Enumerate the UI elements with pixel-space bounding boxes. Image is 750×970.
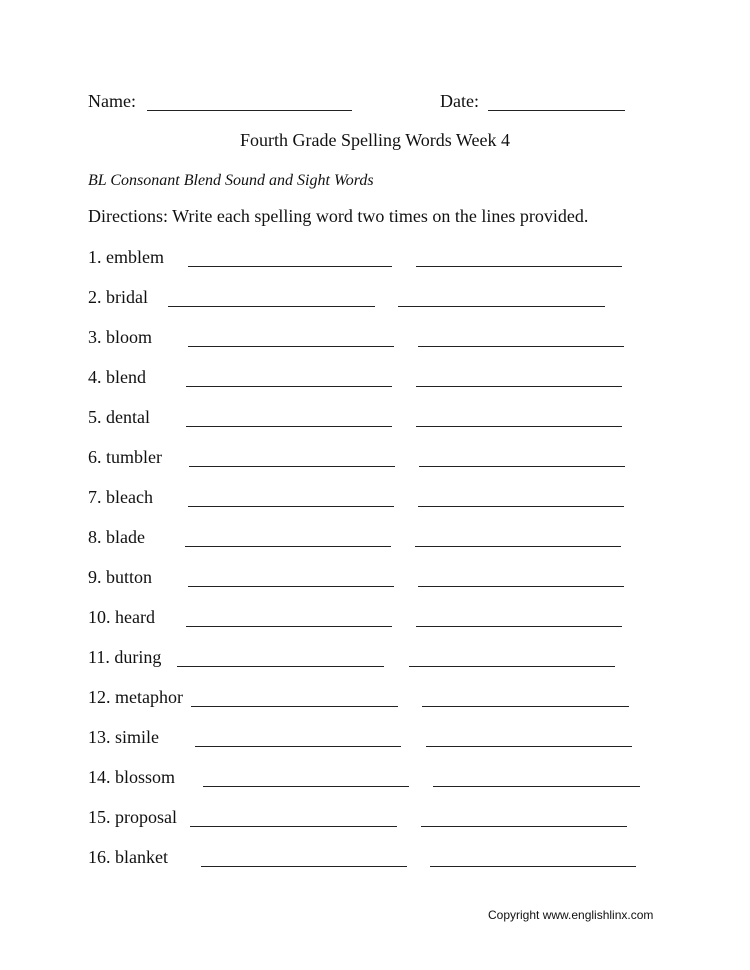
word-label: 15. proposal [88,807,177,827]
write-line-2[interactable] [418,346,624,347]
write-line-2[interactable] [398,306,605,307]
date-label: Date: [440,91,479,111]
worksheet-title: Fourth Grade Spelling Words Week 4 [240,130,510,150]
worksheet-subtitle: BL Consonant Blend Sound and Sight Words [88,172,374,189]
write-line-2[interactable] [422,706,629,707]
write-line-1[interactable] [188,346,394,347]
word-label: 16. blanket [88,847,168,867]
write-line-1[interactable] [177,666,384,667]
write-line-2[interactable] [418,586,624,587]
write-line-2[interactable] [426,746,632,747]
write-line-2[interactable] [416,426,622,427]
write-line-1[interactable] [191,706,398,707]
write-line-1[interactable] [185,546,391,547]
word-label: 1. emblem [88,247,164,267]
write-line-2[interactable] [416,266,622,267]
write-line-2[interactable] [416,386,622,387]
word-label: 2. bridal [88,287,148,307]
write-line-1[interactable] [186,386,392,387]
word-label: 12. metaphor [88,687,183,707]
write-line-1[interactable] [201,866,407,867]
write-line-2[interactable] [416,626,622,627]
word-label: 6. tumbler [88,447,162,467]
write-line-2[interactable] [430,866,636,867]
write-line-1[interactable] [188,506,394,507]
write-line-1[interactable] [186,626,392,627]
write-line-1[interactable] [188,586,394,587]
write-line-2[interactable] [418,506,624,507]
write-line-2[interactable] [409,666,615,667]
write-line-1[interactable] [188,266,392,267]
write-line-2[interactable] [433,786,640,787]
write-line-1[interactable] [203,786,409,787]
word-label: 11. during [88,647,162,667]
date-blank-line[interactable] [488,110,625,111]
write-line-2[interactable] [421,826,627,827]
word-label: 8. blade [88,527,145,547]
word-label: 13. simile [88,727,159,747]
write-line-1[interactable] [190,826,397,827]
write-line-1[interactable] [189,466,395,467]
write-line-1[interactable] [168,306,375,307]
word-label: 7. bleach [88,487,153,507]
word-label: 9. button [88,567,153,587]
name-label: Name: [88,91,136,111]
word-label: 4. blend [88,367,146,387]
word-label: 14. blossom [88,767,176,787]
word-label: 10. heard [88,607,155,627]
word-label: 3. bloom [88,327,153,347]
write-line-2[interactable] [419,466,625,467]
write-line-2[interactable] [415,546,621,547]
word-label: 5. dental [88,407,150,427]
copyright-notice: Copyright www.englishlinx.com [488,908,654,922]
name-blank-line[interactable] [147,110,352,111]
directions-text: Directions: Write each spelling word two times on the lines provided. [88,206,589,226]
write-line-1[interactable] [195,746,401,747]
write-line-1[interactable] [186,426,392,427]
